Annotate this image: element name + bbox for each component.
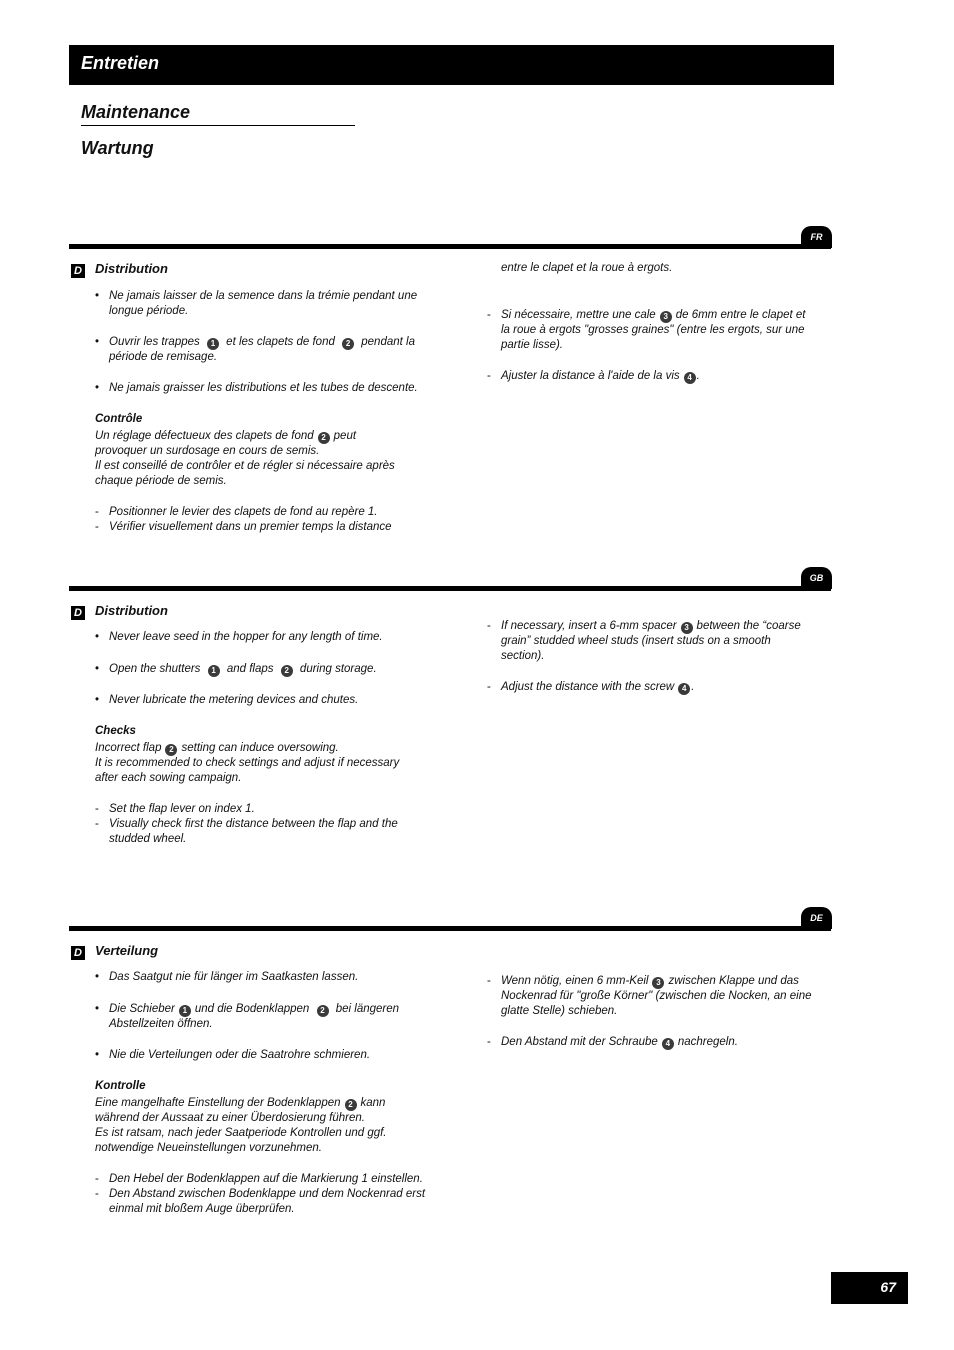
list-item: • Nie die Verteilungen oder die Saatrohre schmieren. [95,1049,371,1061]
section-rule-gb [69,586,831,591]
de-left-column [95,970,425,1217]
page-title: Entretien [81,53,160,73]
list-item: • Never leave seed in the hopper for any length of time. [95,631,383,643]
callout-1-icon: 1 [179,1005,191,1017]
callout-4-icon: 4 [678,683,690,695]
list-item: - Den Abstand mit der Schraube 4 nachregeln. [487,1036,738,1048]
page-number: 67 [831,1272,908,1304]
callout-4-icon: 4 [662,1038,674,1050]
paragraph: Incorrect flap 2 setting can induce oversowing. [95,742,339,754]
list-item: - Den Abstand zwischen Bodenklappe und dem Nockenrad erst einmal mit bloßem Auge überprüfen. [95,1188,426,1215]
callout-3-icon: 3 [652,977,664,989]
list-item: - Positionner le levier des clapets de fond au repère 1. [95,506,378,518]
list-item: - Wenn nötig, einen 6 mm-Keil 3 zwischen Klappe und das Nockenrad für "große Körner" (zwischen die Nocken, an eine glatte Stelle) schieben. [487,975,812,1017]
list-item: • Ouvrir les trappes 1 et les clapets de fond 2 pendant la période de remisage. [95,336,415,363]
paragraph: Eine mangelhafte Einstellung der Bodenklappen 2 kann während der Aussaat zu einer Überdosierung führen. [95,1097,386,1124]
list-item: • Ne jamais graisser les distributions et les tubes de descente. [95,382,418,394]
subtitle-underline [81,125,355,126]
header-bar [69,45,834,85]
list-item: • Das Saatgut nie für länger im Saatkasten lassen. [95,971,359,983]
paragraph: Es ist ratsam, nach jeder Saatperiode Kontrollen und ggf. notwendige Neueinstellungen vorzunehmen. [95,1127,387,1154]
section-rule-fr [69,244,831,249]
callout-2-icon: 2 [345,1099,357,1111]
section-badge-de: D [71,946,85,960]
paragraph: Un réglage défectueux des clapets de fond 2 peut provoquer un surdosage en cours de semis. [95,430,357,457]
list-item: • Never lubricate the metering devices and chutes. [95,694,359,706]
de-right-column [487,974,812,1050]
list-item: • Die Schieber 1 und die Bodenklappen 2 bei längeren Abstellzeiten öffnen. [95,1003,400,1030]
section-badge-gb: D [71,606,85,620]
section-title-fr: Distribution [95,261,168,276]
paragraph: It is recommended to check settings and adjust if necessary after each sowing campaign. [95,757,400,784]
callout-3-icon: 3 [681,622,693,634]
list-item: - Adjust the distance with the screw 4 . [487,681,695,693]
list-item: - Set the flap lever on index 1. [95,803,255,815]
paragraph: Il est conseillé de contrôler et de régler si nécessaire après chaque période de semis. [95,460,395,487]
section-title-de: Verteilung [95,943,159,958]
list-item: • Ne jamais laisser de la semence dans la trémie pendant une longue période. [95,290,418,317]
subtitle-maintenance: Maintenance [81,102,191,122]
callout-2-icon: 2 [342,338,354,350]
list-item: - Ajuster la distance à l'aide de la vis 4 . [487,370,700,382]
callout-1-icon: 1 [207,338,219,350]
list-item: • Open the shutters 1 and flaps 2 during storage. [95,663,377,675]
fr-left-column [95,289,425,535]
subtitle-wartung: Wartung [81,138,154,158]
section-rule-de [69,926,831,931]
lang-tab-de: DE [801,907,832,929]
gb-left-column [95,630,425,847]
callout-2-icon: 2 [317,1005,329,1017]
callout-2-icon: 2 [318,432,330,444]
fr-right-column [487,261,812,384]
callout-2-icon: 2 [165,744,177,756]
list-item: - Si nécessaire, mettre une cale 3 de 6mm entre le clapet et la roue à ergots "grosses graines" (entre les ergots, sur une partie lisse). [487,309,806,351]
list-item: - Visually check first the distance between the flap and the studded wheel. [95,818,398,845]
sub-heading: Checks [95,725,136,737]
gb-right-column [487,619,812,695]
paragraph: entre le clapet et la roue à ergots. [501,262,673,274]
lang-tab-fr: FR [801,226,832,248]
sub-heading: Kontrolle [95,1080,146,1092]
sub-heading: Contrôle [95,413,143,425]
list-item: - Vérifier visuellement dans un premier temps la distance [95,521,392,533]
section-title-gb: Distribution [95,603,168,618]
lang-tab-gb: GB [801,567,832,589]
callout-4-icon: 4 [684,372,696,384]
callout-1-icon: 1 [208,665,220,677]
callout-2-icon: 2 [281,665,293,677]
section-badge-fr: D [71,264,85,278]
list-item: - Den Hebel der Bodenklappen auf die Markierung 1 einstellen. [95,1173,423,1185]
callout-3-icon: 3 [660,311,672,323]
list-item: - If necessary, insert a 6-mm spacer 3 between the “coarse grain” studded wheel studs (insert studs on a smooth section). [487,620,801,662]
